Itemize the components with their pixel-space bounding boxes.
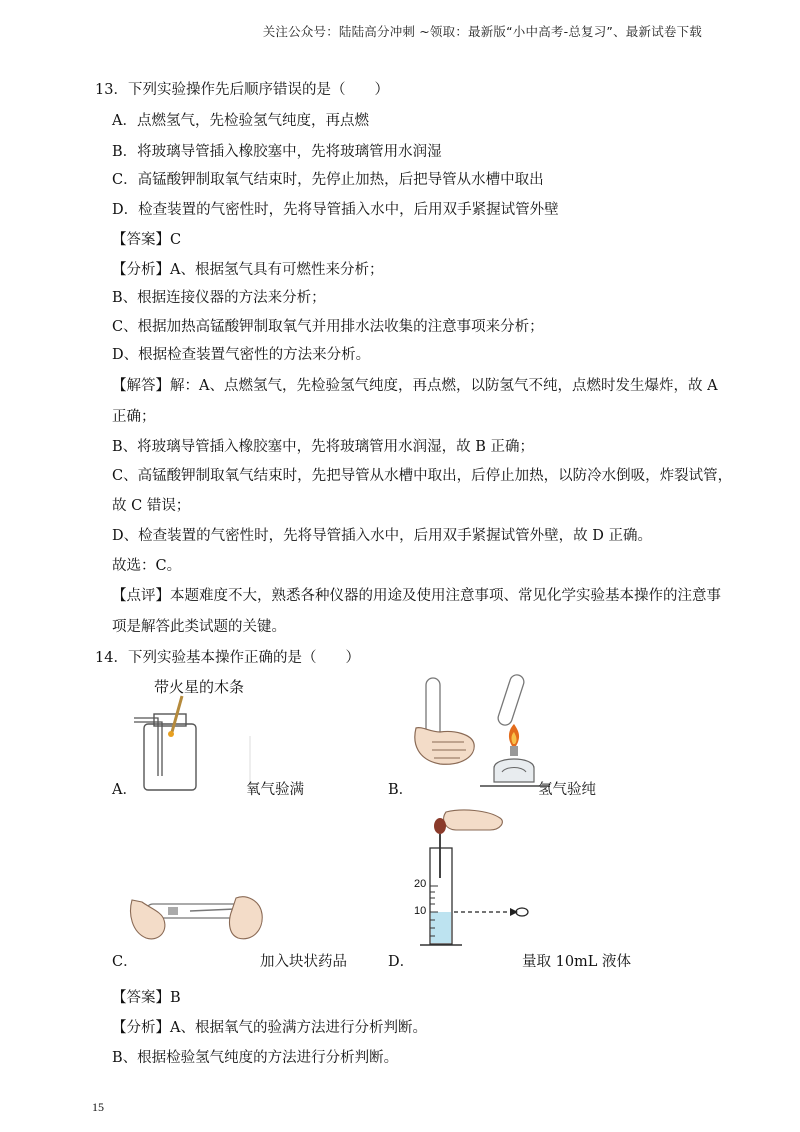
q13-option-c: C．高锰酸钾制取氧气结束时，先停止加热，后把导管从水槽中取出 [112,172,544,188]
q14-option-c-letter: C． [112,954,138,970]
q13-solution-4: C、高锰酸钾制取氧气结束时，先把导管从水槽中取出，后停止加热，以防冷水倒吸，炸裂试管， [112,468,733,484]
q14-option-a-letter: A． [112,782,137,798]
figure-a-label: 带火星的木条 [154,678,245,696]
q13-analysis-3: C、根据加热高锰酸钾制取氧气并用排水法收集的注意事项来分析； [112,319,544,335]
q14-option-b-letter: B． [388,782,414,798]
q13-answer: 【答案】C [112,232,182,248]
gas-bottle-illustration [132,676,272,794]
figure-d-cylinder [410,808,530,952]
q14-option-d-letter: D． [388,954,415,970]
q13-solution-6: D、检查装置的气密性时，先将导管插入水中，后用双手紧握试管外壁，故 D 正确。 [112,528,652,544]
q14-analysis-2: B、根据检验氢气纯度的方法进行分析判断。 [112,1050,399,1066]
q13-solution-1: 【解答】解：A、点燃氢气，先检验氢气纯度，再点燃，以防氢气不纯，点燃时发生爆炸，故 A [112,378,718,394]
figure-b-hydrogen-purity [410,672,550,794]
q13-stem: 13．下列实验操作先后顺序错误的是（ ） [95,82,389,98]
hydrogen-test-illustration [410,672,550,794]
cylinder-tick-10: 10 [414,905,427,917]
q13-analysis-2: B、根据连接仪器的方法来分析； [112,290,326,306]
q13-solution-5: 故 C 错误； [112,498,191,514]
add-solid-illustration [128,880,268,956]
q13-analysis-4: D、根据检查装置气密性的方法来分析。 [112,347,371,363]
page-header: 关注公众号：陆陆高分冲刺 ~领取：最新版“小中高考-总复习”、最新试卷下载 [262,24,702,39]
q13-comment-2: 项是解答此类试题的关键。 [112,619,286,635]
graduated-cylinder-illustration [410,808,530,952]
cylinder-tick-20: 20 [414,878,427,890]
q14-answer: 【答案】B [112,990,181,1006]
q14-option-d-caption: 量取 10mL 液体 [522,954,632,970]
q13-solution-7: 故选：C。 [112,558,182,574]
q13-analysis-1: 【分析】A、根据氢气具有可燃性来分析； [112,262,384,278]
q13-solution-3: B、将玻璃导管插入橡胶塞中，先将玻璃管用水润湿，故 B 正确； [112,439,535,455]
q13-comment-1: 【点评】本题难度不大，熟悉各种仪器的用途及使用注意事项、常见化学实验基本操作的注意事 [112,588,721,604]
q13-solution-2: 正确； [112,409,156,425]
q13-option-d: D．检查装置的气密性时，先将导管插入水中，后用双手紧握试管外壁 [112,202,559,218]
q14-option-c-caption: 加入块状药品 [260,954,347,970]
q13-option-b: B．将玻璃导管插入橡胶塞中，先将玻璃管用水润湿 [112,144,442,160]
figure-a-oxygen-test [132,676,272,794]
q14-stem: 14．下列实验基本操作正确的是（ ） [95,650,360,666]
page-number: 15 [92,1100,104,1114]
q14-analysis-1: 【分析】A、根据氧气的验满方法进行分析判断。 [112,1020,427,1036]
q14-option-a-caption: 氧气验满 [246,782,304,798]
q14-option-b-caption: 氢气验纯 [538,782,596,798]
q13-option-a: A．点燃氢气，先检验氢气纯度，再点燃 [112,113,369,129]
figure-c-add-solid [128,880,268,956]
